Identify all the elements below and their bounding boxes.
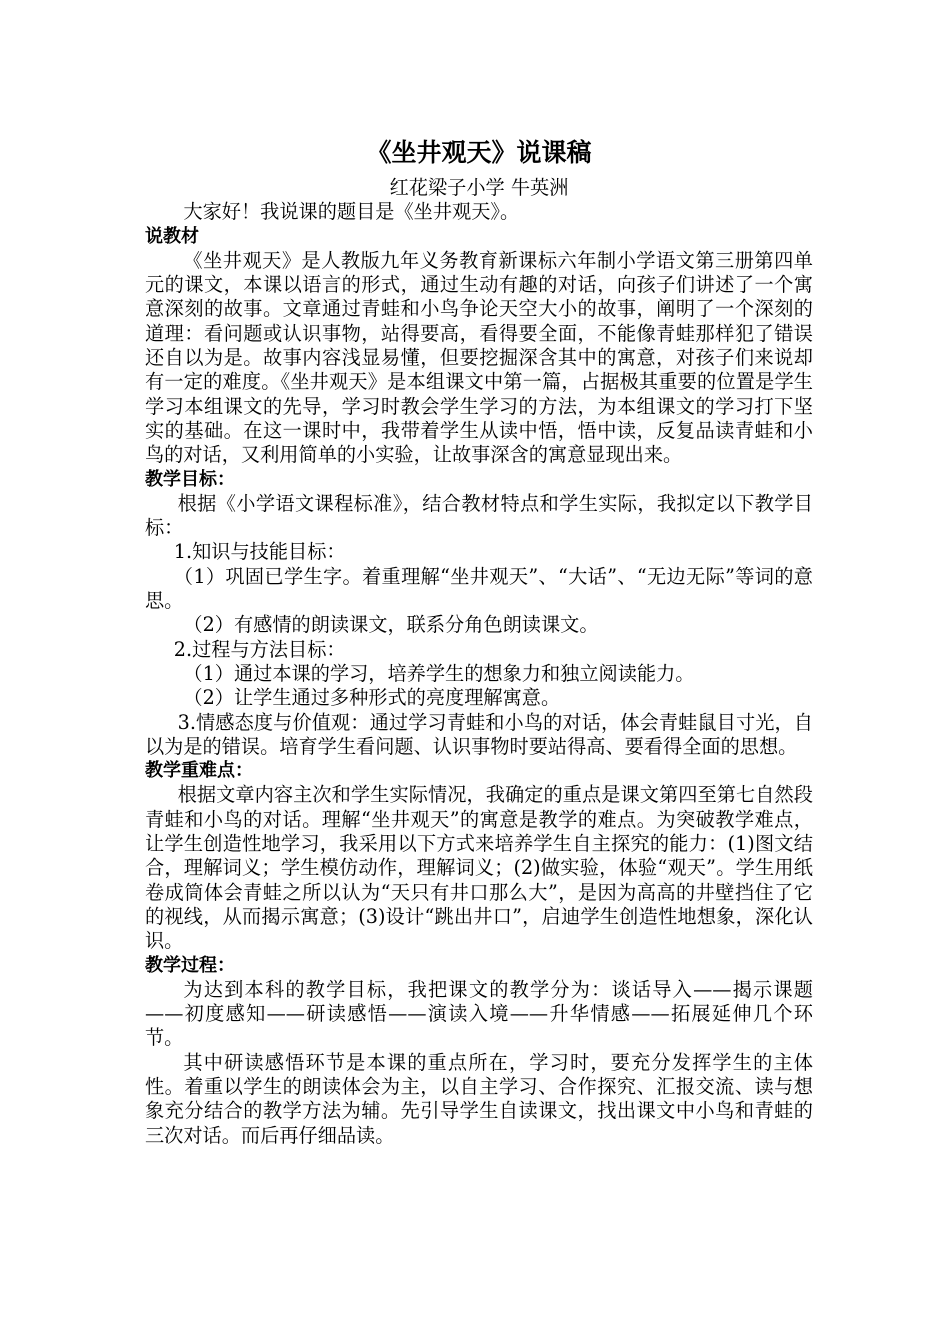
author-line: 红花梁子小学 牛英洲	[389, 176, 569, 199]
goal-1-item-2: （2）有感情的朗读课文，联系分角色朗读课文。	[183, 613, 599, 637]
intro-paragraph: 大家好！我说课的题目是《坐井观天》。	[183, 200, 520, 224]
goals-intro-paragraph: 根据《小学语文课程标准》，结合教材特点和学生实际，我拟定以下教学目标：	[145, 491, 813, 540]
key-points-paragraph: 根据文章内容主次和学生实际情况，我确定的重点是课文第四至第七自然段青蛙和小鸟的对话。理解“坐井观天”的寓意是教学的难点。为突破教学难点，让学生创造性地学习，我采用以下方式来培养学生自主探究的能力：(1)图文结合，理解词义；学生模仿动作，理解词义；(2)做实验，体验“观天”。学生用纸卷成筒体会青蛙之所以认为“天只有井口那么大”，是因为高高的井壁挡住了它的视线，从而揭示寓意；(3)设计“跳出井口”，启迪学生创造性地想象，深化认识。	[145, 783, 813, 953]
goal-1-item-1: （1）巩固已学生字。着重理解“坐井观天”、“大话”、“无边无际”等词的意思。	[145, 564, 813, 613]
process-paragraph-2: 其中研读感悟环节是本课的重点所在，学习时，要充分发挥学生的主体性。着重以学生的朗读体会为主，以自主学习、合作探究、汇报交流、读与想象充分结合的教学方法为辅。先引导学生自读课文，找出课文中小鸟和青蛙的三次对话。而后再仔细品读。	[145, 1050, 813, 1147]
goal-3-paragraph: 3.情感态度与价值观：通过学习青蛙和小鸟的对话，体会青蛙鼠目寸光，自以为是的错误。培育学生看问题、认识事物时要站得高、要看得全面的思想。	[145, 710, 813, 758]
goal-2-item-1: （1）通过本课的学习，培养学生的想象力和独立阅读能力。	[183, 661, 695, 685]
process-paragraph-1: 为达到本科的教学目标，我把课文的教学分为：谈话导入——揭示课题——初度感知——研读感悟——演读入境——升华情感——拓展延伸几个环节。	[145, 977, 813, 1050]
section-heading-process: 教学过程：	[145, 954, 235, 976]
document-page	[145, 138, 813, 1148]
section-heading-key-points: 教学重难点：	[145, 760, 253, 782]
goal-2-title: 2.过程与方法目标：	[173, 637, 346, 661]
goal-1-title: 1.知识与技能目标：	[173, 540, 346, 564]
document-title: 《坐井观天》说课稿	[366, 138, 592, 167]
section-heading-goals: 教学目标：	[145, 468, 235, 490]
textbook-paragraph: 《坐井观天》是人教版九年义务教育新课标六年制小学语文第三册第四单元的课文，本课以语言的形式，通过生动有趣的对话，向孩子们讲述了一个寓意深刻的故事。文章通过青蛙和小鸟争论天空大小的故事，阐明了一个深刻的道理：看问题或认识事物，站得要高，看得要全面，不能像青蛙那样犯了错误还自以为是。故事内容浅显易懂，但要挖掘深含其中的寓意，对孩子们来说却有一定的难度。《坐井观天》是本组课文中第一篇，占据极其重要的位置是学生学习本组课文的先导，学习时教会学生学习的方法，为本组课文的学习打下坚实的基础。在这一课时中，我带着学生从读中悟，悟中读，反复品读青蛙和小鸟的对话，又利用简单的小实验，让故事深含的寓意显现出来。	[145, 248, 813, 467]
section-heading-textbook: 说教材	[145, 225, 199, 247]
goal-2-item-2: （2）让学生通过多种形式的亮度理解寓意。	[183, 686, 561, 710]
